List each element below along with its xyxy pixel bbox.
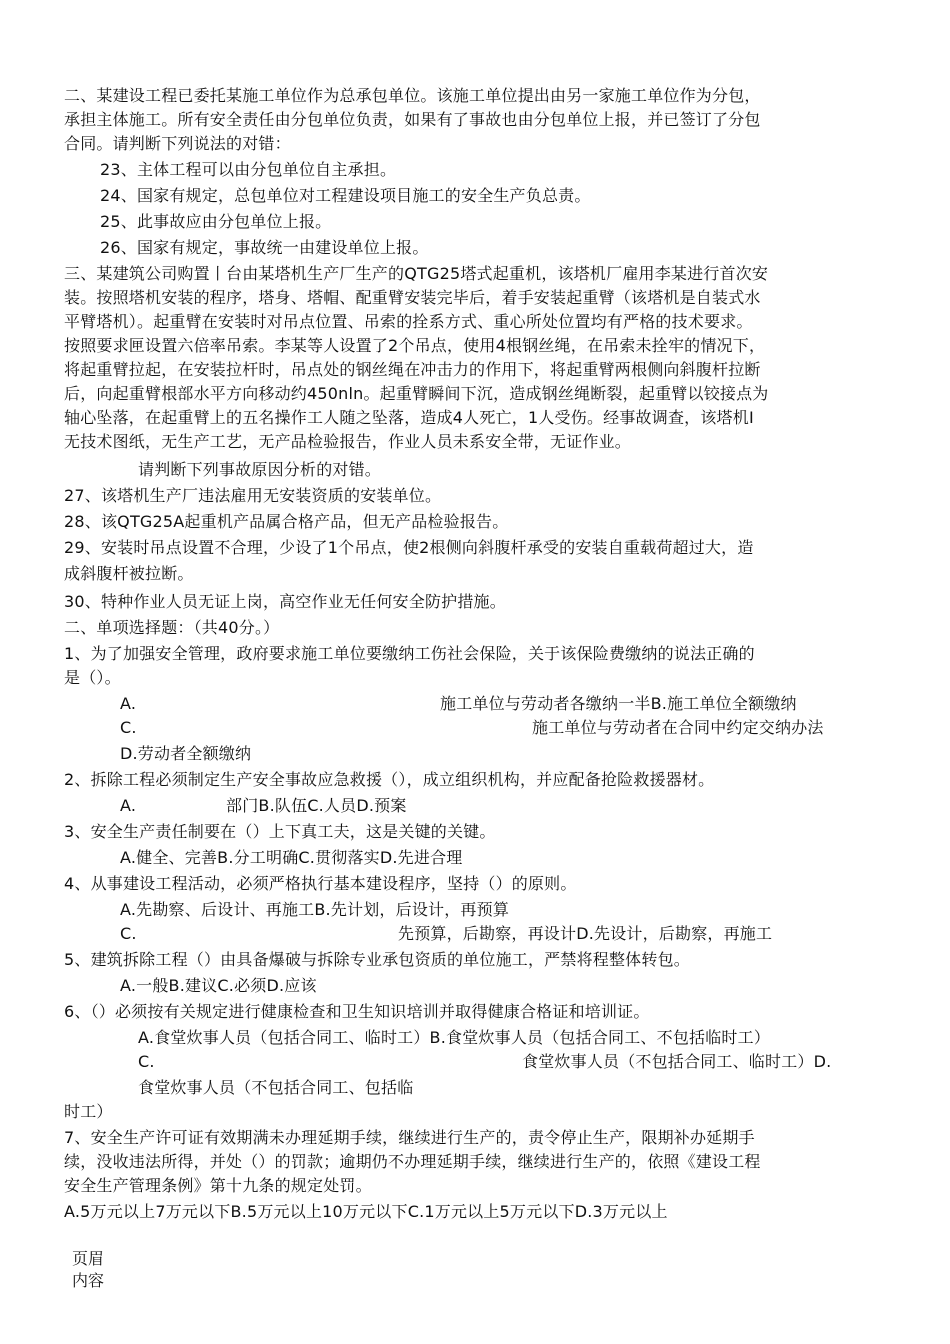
paragraph-line: 二、某建设工程已委托某施工单位作为总承包单位。该施工单位提出由另一家施工单位作为分包， <box>64 86 761 105</box>
paragraph-line: 装。按照塔机安装的程序，塔身、塔帽、配重臂安装完毕后，着手安装起重臂（该塔机是自装式水 <box>64 288 761 307</box>
option-text: 先预算，后勘察，再设计D.先设计，后勘察，再施工 <box>398 924 773 943</box>
option-text: 施工单位与劳动者在合同中约定交纳办法 <box>532 718 824 737</box>
option-label: C. <box>120 924 137 943</box>
paragraph-line: 承担主体施工。所有安全责任由分包单位负责，如果有了事故也由分包单位上报，并已签订了分包 <box>64 110 761 129</box>
question-stem: 2、拆除工程必须制定生产安全事故应急救援（），成立组织机构，并应配备抢险救援器材。 <box>64 770 715 789</box>
option-text: D.劳动者全额缴纳 <box>120 744 252 763</box>
option-label: C. <box>120 718 137 737</box>
question-stem: 6、（）必须按有关规定进行健康检查和卫生知识培训并取得健康合格证和培训证。 <box>64 1002 650 1021</box>
question-stem: 3、安全生产责任制要在（）上下真工夫，这是关键的关键。 <box>64 822 496 841</box>
paragraph-line: 按照要求匣设置六倍率吊索。李某等人设置了2个吊点，使用4根钢丝绳，在吊索未拴牢的情况下， <box>64 336 766 355</box>
option-text: 部门B.队伍C.人员D.预案 <box>226 796 407 815</box>
paragraph-line: 合同。请判断下列说法的对错： <box>64 134 291 153</box>
option-text: A.食堂炊事人员（包括合同工、临时工）B.食堂炊事人员（包括合同工、不包括临时工） <box>138 1028 771 1047</box>
paragraph-line: 平臂塔机）。起重臂在安装时对吊点位置、吊索的拴系方式、重心所处位置均有严格的技术要求。 <box>64 312 753 331</box>
option-text: A.5万元以上7万元以下B.5万元以上10万元以下C.1万元以上5万元以下D.3万元以上 <box>64 1202 668 1221</box>
question-stem: 续，没收违法所得，并处（）的罚款；逾期仍不办理延期手续，继续进行生产的，依照《建设工程 <box>64 1152 761 1171</box>
question-item: 28、该QTG25A起重机产品属合格产品，但无产品检验报告。 <box>64 512 509 531</box>
page-header-content: 内容 <box>72 1271 105 1290</box>
question-stem: 4、从事建设工程活动，必须严格执行基本建设程序，坚持（）的原则。 <box>64 874 577 893</box>
question-item: 成斜腹杆被拉断。 <box>64 564 194 583</box>
option-label: C. <box>138 1052 155 1071</box>
section-heading: 二、单项选择题：（共40分。） <box>64 618 280 637</box>
option-text: 食堂炊事人员（不包括合同工、包括临 <box>138 1078 414 1097</box>
option-label: A. <box>120 796 137 815</box>
question-stem: 1、为了加强安全管理，政府要求施工单位要缴纳工伤社会保险，关于该保险费缴纳的说法正确的 <box>64 644 755 663</box>
question-stem: 安全生产管理条例》第十九条的规定处罚。 <box>64 1176 372 1195</box>
question-item: 26、国家有规定，事故统一由建设单位上报。 <box>100 238 429 257</box>
paragraph-line: 无技术图纸，无生产工艺，无产品检验报告，作业人员未系安全带，无证作业。 <box>64 432 632 451</box>
question-item: 27、该塔机生产厂违法雇用无安装资质的安装单位。 <box>64 486 442 505</box>
instruction-line: 请判断下列事故原因分析的对错。 <box>138 460 382 479</box>
option-text: 时工） <box>64 1102 113 1121</box>
paragraph-line: 后，向起重臂根部水平方向移动约450nln。起重臂瞬间下沉，造成钢丝绳断裂，起重臂以铰接点为 <box>64 384 769 403</box>
question-stem: 5、建筑拆除工程（）由具备爆破与拆除专业承包资质的单位施工，严禁将程整体转包。 <box>64 950 690 969</box>
option-text: 食堂炊事人员（不包括合同工、临时工）D. <box>522 1052 832 1071</box>
question-item: 24、国家有规定，总包单位对工程建设项目施工的安全生产负总责。 <box>100 186 591 205</box>
question-item: 29、安装时吊点设置不合理，少设了1个吊点，使2根侧向斜腹杆承受的安装自重载荷超过大，造 <box>64 538 754 557</box>
option-text: A.一般B.建议C.必须D.应该 <box>120 976 317 995</box>
option-label: A. <box>120 694 137 713</box>
option-text: A.健全、完善B.分工明确C.贯彻落实D.先进合理 <box>120 848 463 867</box>
paragraph-line: 将起重臂拉起，在安装拉杆时，吊点处的钢丝绳在冲击力的作用下，将起重臂两根侧向斜腹杆拉断 <box>64 360 761 379</box>
question-stem: 7、安全生产许可证有效期满未办理延期手续，继续进行生产的，责令停止生产，限期补办延期手 <box>64 1128 755 1147</box>
question-item: 30、特种作业人员无证上岗，高空作业无任何安全防护措施。 <box>64 592 506 611</box>
question-stem: 是（）。 <box>64 668 121 687</box>
question-item: 23、主体工程可以由分包单位自主承担。 <box>100 160 397 179</box>
question-item: 25、此事故应由分包单位上报。 <box>100 212 332 231</box>
page-header-label: 页眉 <box>72 1249 105 1268</box>
option-text: A.先勘察、后设计、再施工B.先计划，后设计，再预算 <box>120 900 510 919</box>
option-text: 施工单位与劳动者各缴纳一半B.施工单位全额缴纳 <box>440 694 797 713</box>
paragraph-line: 三、某建筑公司购置丨台由某塔机生产厂生产的QTG25塔式起重机，该塔机厂雇用李某进行首次安 <box>64 264 769 283</box>
paragraph-line: 轴心坠落，在起重臂上的五名操作工人随之坠落，造成4人死亡，1人受伤。经事故调查，该塔机I <box>64 408 754 427</box>
